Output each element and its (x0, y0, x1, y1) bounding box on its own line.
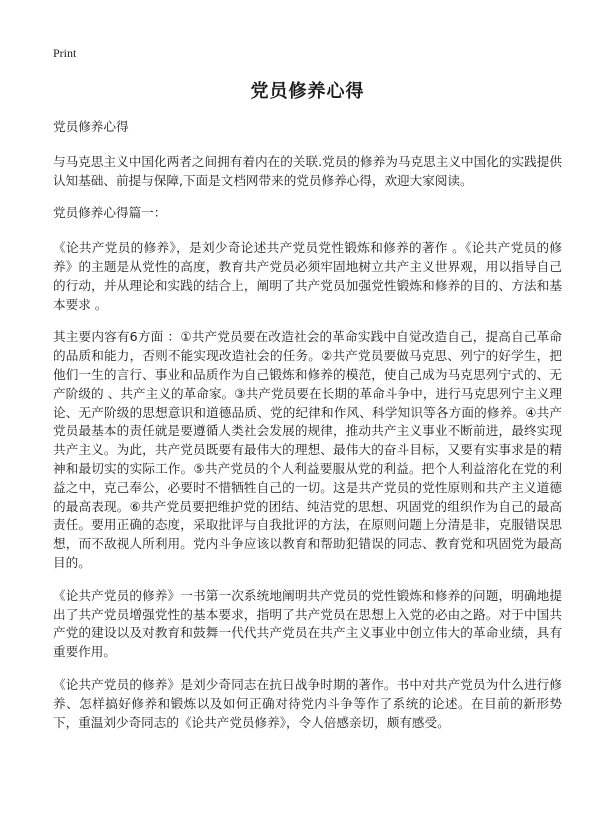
paragraph-significance: 《论共产党员的修养》一书第一次系统地阐明共产党员的党性锻炼和修养的问题，明确地提出了共产党员增强党性的基本要求，指明了共产党员在思想上入党的必由之路。对于中国共产党的建设以及对教育和鼓舞一代代共产党员在共产主义事业中创立伟大的革命业绩，具有重要作用。 (53, 587, 562, 660)
print-link[interactable]: Print (53, 46, 77, 60)
paragraph-reflection: 《论共产党员的修养》是刘少奇同志在抗日战争时期的著作。书中对共产党员为什么进行修养、怎样搞好修养和锻炼以及如何正确对待党内斗争等作了系统的论述。在目前的新形势下，重温刘少奇同志的《论共产党员修养》，令人倍感亲切，颇有感受。 (53, 676, 562, 730)
document-subtitle: 党员修养心得 (53, 119, 129, 134)
page-title: 党员修养心得 (250, 81, 365, 102)
paragraph-summary: 《论共产党员的修养》，是刘少奇论述共产党员党性锻炼和修养的著作 。《论共产党员的修养》的主题是从党性的高度，教育共产党员必须牢固地树立共产主义世界观，用以指导自己的行动，并从理论和实践的结合上，阐明了共产党员加强党性锻炼和修养的目的、方法和基本要求 。 (53, 240, 562, 312)
paragraph-intro: 与马克思主义中国化两者之间拥有着内在的关联.党员的修养为马克思主义中国化的实践提供认知基础、前提与保障,下面是文档网带来的党员修养心得，欢迎大家阅读。 (53, 153, 562, 188)
section-heading: 党员修养心得篇一： (53, 205, 167, 221)
paragraph-main-content: 其主要内容有6方面 ：①共产党员要在改造社会的革命实践中自觉改造自己，提高自己革命的品质和能力，否则不能实现改造社会的任务。②共产党员要做马克思、列宁的好学生，把他们一生的言行、事业和品质作为自己锻炼和修养的模范，使自己成为马克思列宁式的、无产阶级的 、共产主义的革命家。③共产党员要在长期的革命斗争中，进行马克思列宁主义理论、无产阶级的思想意识和道德品质、党的纪律和作风、科学知识等各方面的修养。④共产党员最基本的责任就是要遵循人类社会发展的规律，推动共产主义事业不断前进，最终实现共产主义。为此，共产党员既要有最伟大的理想、最伟大的奋斗目标，又要有实事求是的精神和最切实的实际工作。⑤共产党员的个人利益要服从党的利益。把个人利益溶化在党的利益之中，克己奉公，必要时不惜牺牲自己的一切。这是共产党员的党性原则和共产主义道德的最高表现。⑥共产党员要把维护党的团结、纯洁党的思想、巩固党的组织作为自己的最高责任。要用正确的态度，采取批评与自我批评的方法，在原则问题上分清是非，克服错误思想，而不敌视人所利用。党内斗争应该以教育和帮助犯错误的同志、教育党和巩固党为最高目的。 (53, 329, 562, 570)
